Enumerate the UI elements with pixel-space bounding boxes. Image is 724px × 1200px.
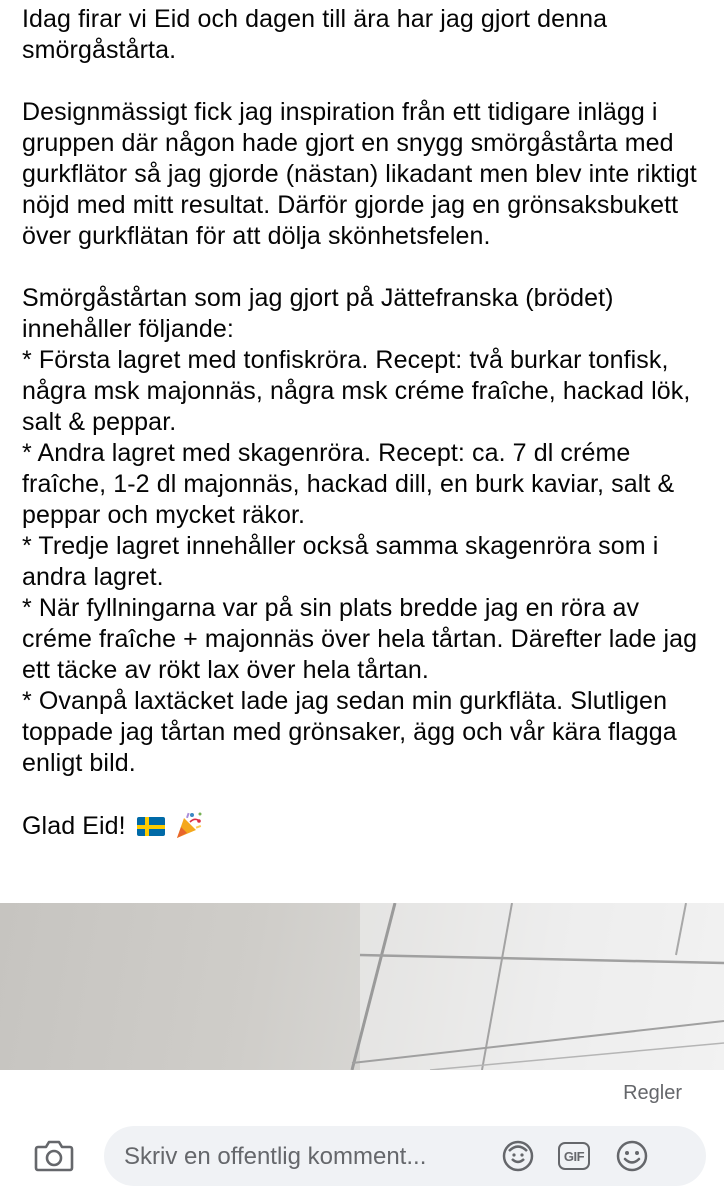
gif-button[interactable] <box>556 1138 592 1174</box>
rules-link[interactable]: Regler <box>623 1082 682 1104</box>
avatar-sticker-icon <box>501 1139 535 1173</box>
camera-icon <box>34 1139 74 1173</box>
gif-icon: GIF <box>558 1142 590 1170</box>
post-body <box>22 4 712 842</box>
camera-button[interactable] <box>30 1132 78 1180</box>
post-photo[interactable] <box>0 903 724 1070</box>
recipe-line: * När fyllningarna var på sin plats bredde jag en röra av créme fraîche + majonnäs över hela tårtan. Därefter lade jag ett täcke av rökt lax över hela tårtan. <box>22 594 698 684</box>
avatar-sticker-button[interactable] <box>500 1138 536 1174</box>
post-paragraph: Designmässigt fick jag inspiration från ett tidigare inlägg i gruppen där någon hade gjort en snygg smörgåstårta med gurkflätor så jag gjorde (nästan) likadant men blev inte riktigt nöjd med mitt resultat. Därför gjorde jag en grönsaksbukett över gurkflätan för att dölja skönhetsfelen. <box>22 98 697 250</box>
recipe-line: * Tredje lagret innehåller också samma skagenröra som i andra lagret. <box>22 532 659 591</box>
comment-bar <box>0 1070 724 1200</box>
photo-tiles <box>0 903 724 1070</box>
closing-line <box>22 810 712 842</box>
emoji-button[interactable] <box>614 1138 650 1174</box>
swedish-flag-emoji <box>137 817 165 836</box>
post-paragraph: Idag firar vi Eid och dagen till ära har jag gjort denna smörgåstårta. <box>22 5 608 64</box>
party-popper-emoji <box>174 810 204 840</box>
comment-input[interactable] <box>124 1142 494 1172</box>
closing-text: Glad Eid! <box>22 812 126 840</box>
comment-box[interactable] <box>104 1126 706 1186</box>
emoji-icon <box>615 1139 649 1173</box>
recipe-line: * Första lagret med tonfiskröra. Recept: två burkar tonfisk, några msk majonnäs, några msk créme fraîche, hackad lök, salt & peppar. <box>22 346 691 436</box>
post-paragraph: Smörgåstårtan som jag gjort på Jättefranska (brödet) innehåller följande: <box>22 284 614 343</box>
recipe-line: * Andra lagret med skagenröra. Recept: ca. 7 dl créme fraîche, 1-2 dl majonnäs, hackad dill, en burk kaviar, salt & peppar och mycket räkor. <box>22 439 675 529</box>
recipe-line: * Ovanpå laxtäcket lade jag sedan min gurkfläta. Slutligen toppade jag tårtan med grönsaker, ägg och vår kära flagga enligt bild. <box>22 687 677 777</box>
